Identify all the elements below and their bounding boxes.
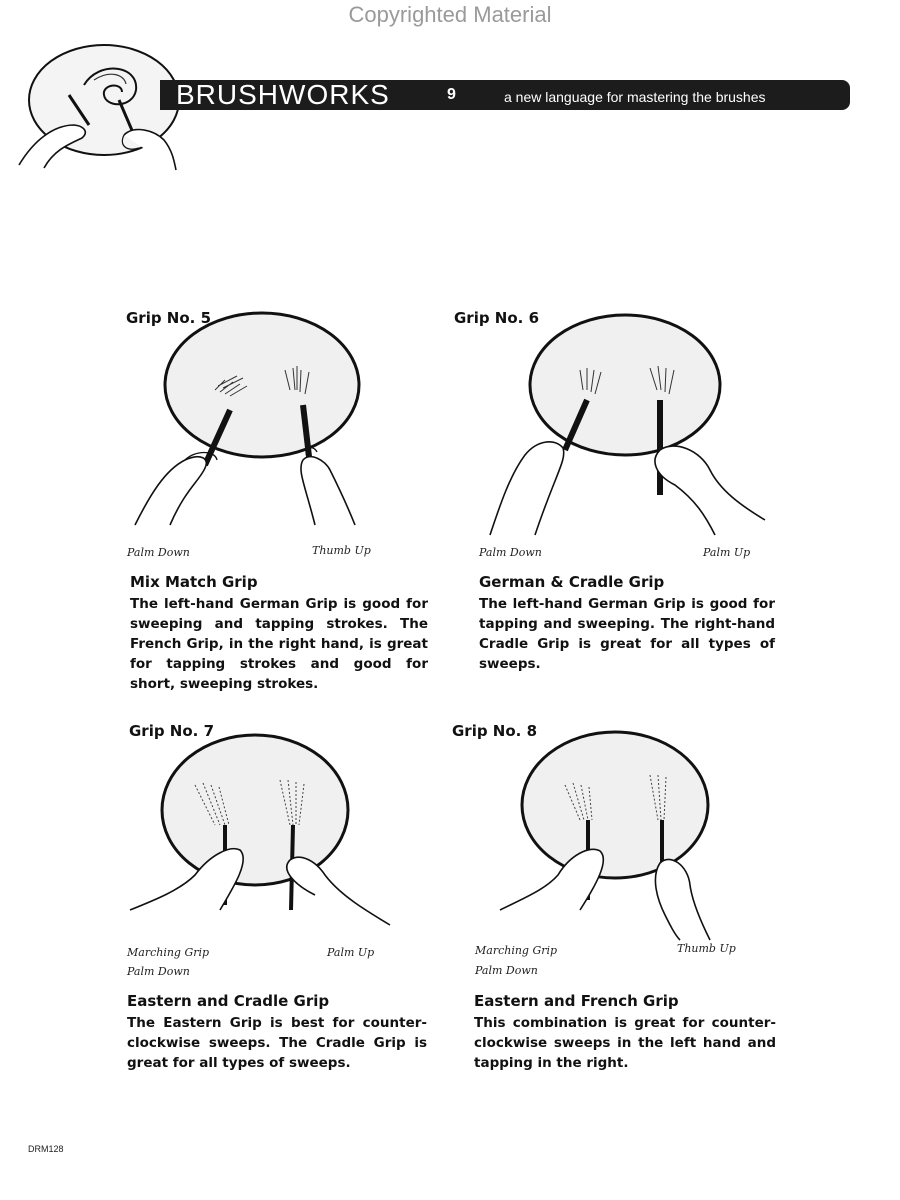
header-title: BRUSHWORKS (176, 79, 390, 110)
grip-7-left-caption-2: Palm Down (127, 965, 190, 978)
grip-6-title: German & Cradle Grip (479, 573, 665, 591)
grip-8-right-caption: Thumb Up (677, 942, 736, 955)
grip-7-left-caption: Marching Grip (127, 946, 210, 959)
grip-6-heading: Grip No. 6 (454, 309, 540, 327)
grip-5-description: The left-hand German Grip is good for sweeping and tapping strokes. The French Grip, in the right hand, is great for tapping strokes and good for short, sweeping strokes. (130, 596, 428, 692)
grip-8-illustration (470, 725, 740, 945)
grip-7-description: The Eastern Grip is best for counter-clockwise sweeps. The Cradle Grip is great for all types of sweeps. (127, 1015, 427, 1071)
grip-6-description: The left-hand German Grip is good for tapping and sweeping. The right-hand Cradle Grip is great for all types of sweeps. (479, 596, 775, 672)
header-tagline: a new language for mastering the brushes (504, 89, 766, 105)
grip-6-left-caption: Palm Down (479, 546, 542, 559)
grip-5-left-caption: Palm Down (127, 546, 190, 559)
grip-8-title: Eastern and French Grip (474, 992, 679, 1010)
grip-7-heading: Grip No. 7 (129, 722, 215, 740)
brushworks-logo-icon (14, 40, 184, 175)
header-page-number: 9 (447, 86, 456, 103)
grip-5-title: Mix Match Grip (130, 573, 258, 591)
grip-7-right-caption: Palm Up (327, 946, 375, 959)
footer-catalog-code: DRM128 (28, 1144, 64, 1154)
copyright-watermark: Copyrighted Material (348, 2, 552, 27)
grip-8-left-caption: Marching Grip (475, 944, 558, 957)
grip-7-illustration (125, 725, 395, 945)
grip-8-heading: Grip No. 8 (452, 722, 538, 740)
grip-5-right-caption: Thumb Up (312, 544, 371, 557)
grip-8-left-caption-2: Palm Down (475, 964, 538, 977)
grip-5-illustration (125, 310, 375, 545)
grip-7-title: Eastern and Cradle Grip (127, 992, 330, 1010)
grip-5-heading: Grip No. 5 (126, 309, 212, 327)
grip-8-description: This combination is great for counter-clockwise sweeps in the left hand and tapping in the right. (474, 1015, 776, 1071)
grip-6-right-caption: Palm Up (703, 546, 751, 559)
grip-6-illustration (475, 310, 770, 545)
